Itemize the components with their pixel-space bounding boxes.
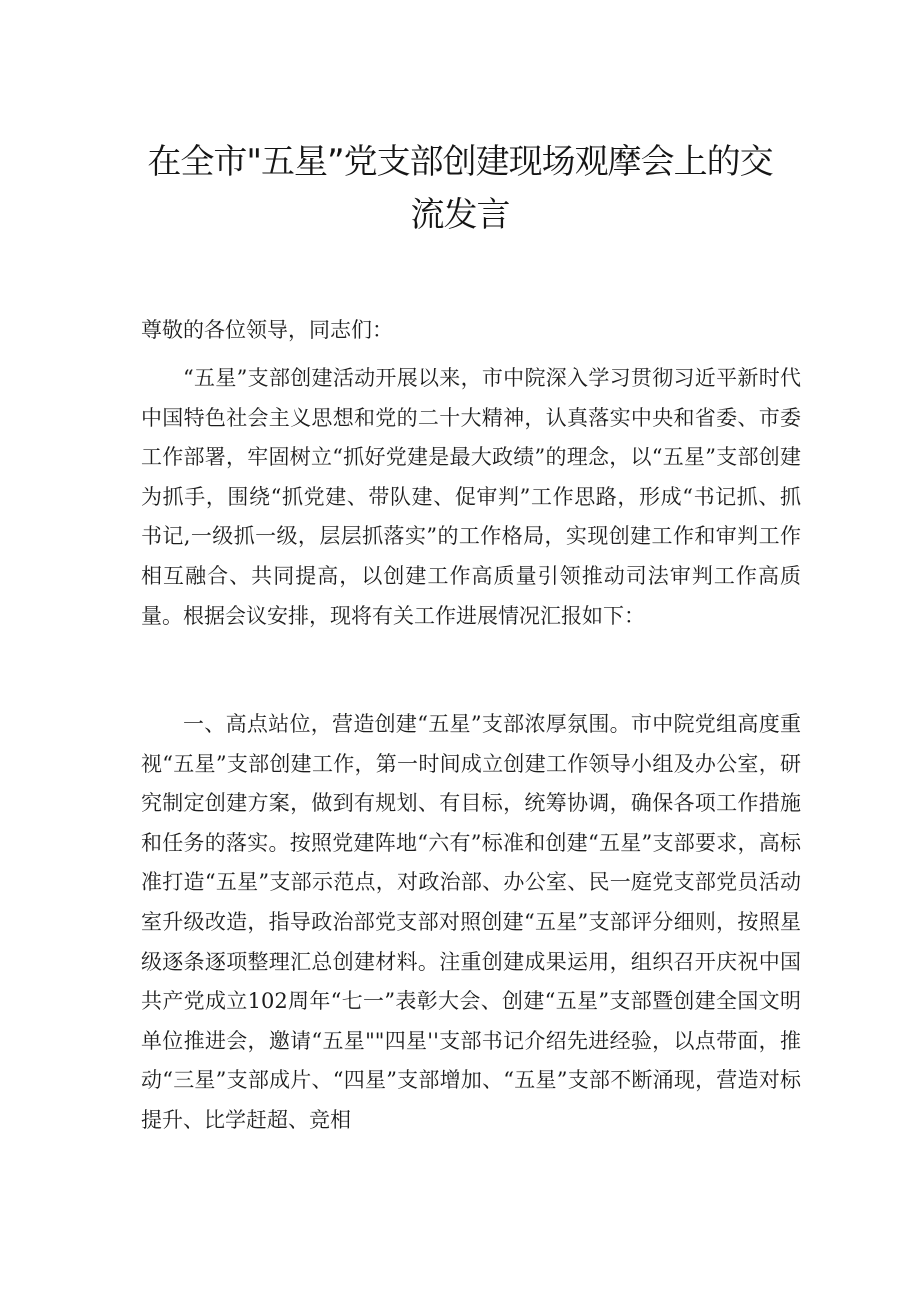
- document-title-line-2: 流发言: [410, 195, 510, 235]
- document-title-line-1: 在全市"五星”党支部创建现场观摩会上的交: [147, 142, 773, 182]
- paragraph-section-one: 一、高点站位，营造创建“五星”支部浓厚氛围。市中院党组高度重视“五星”支部创建工作，第一时间成立创建工作领导小组及办公室，研究制定创建方案，做到有规划、有目标，统筹协调，确保各项工作措施和任务的落实。按照党建阵地“六有”标准和创建“五星”支部要求，高标准打造“五星”支部示范点，对政治部、办公室、民一庭党支部党员活动室升级改造，指导政治部党支部对照创建“五星”支部评分细则，按照星级逐条逐项整理汇总创建材料。注重创建成果运用，组织召开庆祝中国共产党成立102周年“七一”表彰大会、创建“五星”支部暨创建全国文明单位推进会，邀请“五星""四星''支部书记介绍先进经验，以点带面，推动“三星”支部成片、“四星”支部增加、“五星”支部不断涌现，营造对标提升、比学赶超、竞相: [141, 712, 801, 1132]
- paragraph-intro: “五星”支部创建活动开展以来，市中院深入学习贯彻习近平新时代中国特色社会主义思想和党的二十大精神，认真落实中央和省委、市委工作部署，牢固树立“抓好党建是最大政绩”的理念，以“五星”支部创建为抓手，围绕“抓党建、带队建、促审判”工作思路，形成“书记抓、抓书记,一级抓一级，层层抓落实”的工作格局，实现创建工作和审判工作相互融合、共同提高，以创建工作高质量引领推动司法审判工作高质量。根据会议安排，现将有关工作进展情况汇报如下：: [141, 366, 801, 628]
- salutation: 尊敬的各位领导，同志们：: [141, 318, 393, 342]
